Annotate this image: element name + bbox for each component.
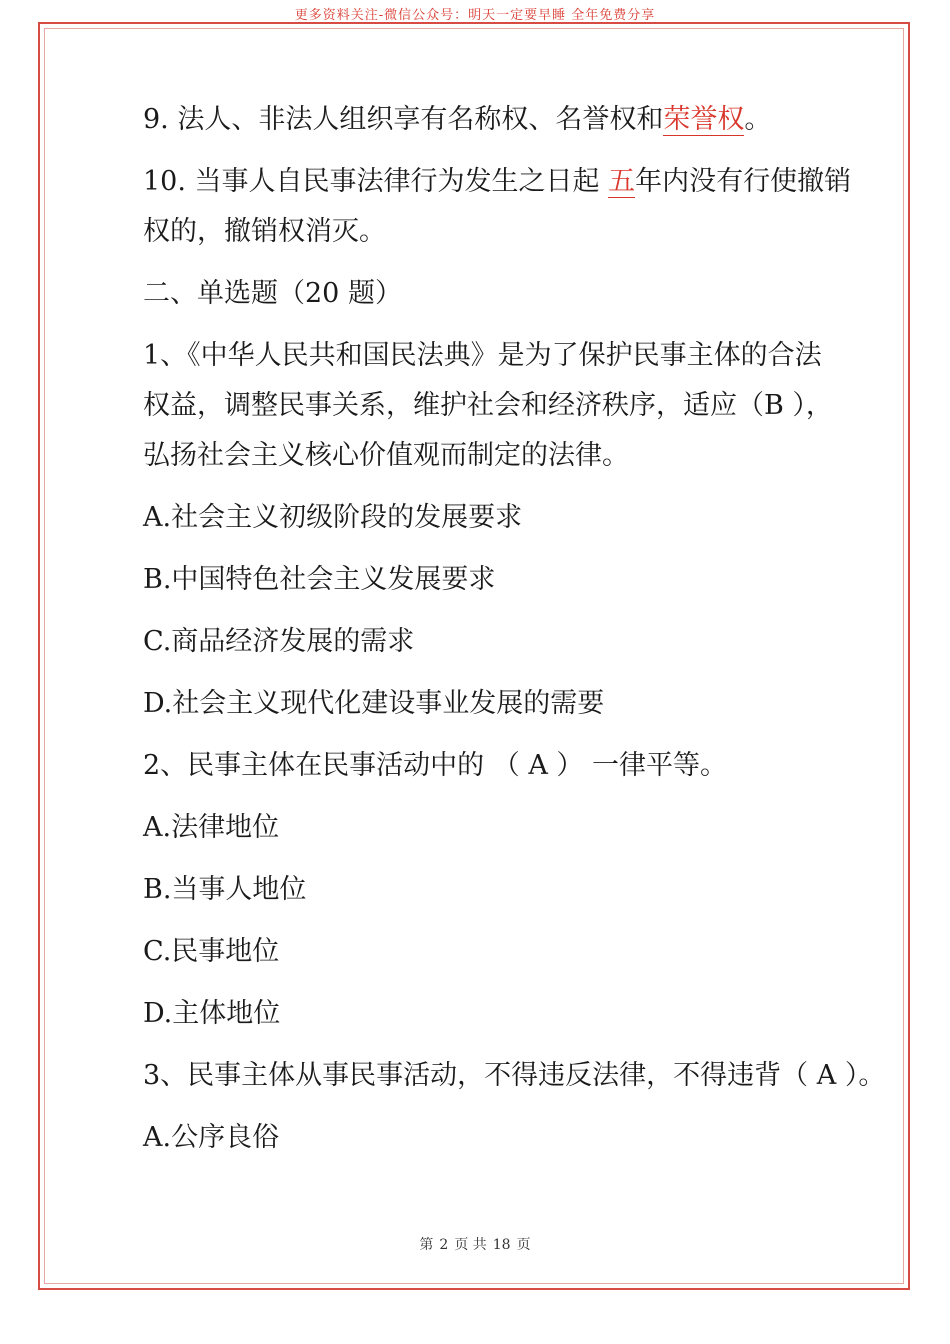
- mc-2-option-c: C.民事地位: [143, 936, 280, 967]
- question-10-rest: 年内没有行使撤销: [635, 166, 852, 197]
- mc-1-option-d: D.社会主义现代化建设事业发展的需要: [143, 688, 605, 719]
- mc-1-question-line-3: 弘扬社会主义核心价值观而制定的法律。: [143, 440, 629, 471]
- question-10-line-2: 权的，撤销权消灭。: [143, 216, 386, 247]
- document-body: [143, 95, 886, 1163]
- question-10: [143, 157, 852, 207]
- footer-prefix: 第: [419, 1237, 434, 1253]
- footer-middle: 页 共: [454, 1237, 487, 1253]
- question-9-answer: 荣誉权: [663, 104, 745, 135]
- footer-total-pages: 18: [492, 1237, 511, 1253]
- top-banner: 更多资料关注-微信公众号：明天一定要早睡 全年免费分享: [294, 8, 656, 23]
- question-10-answer: 五: [608, 166, 636, 197]
- mc-1-option-b: B.中国特色社会主义发展要求: [143, 564, 496, 595]
- mc-2-option-a: A.法律地位: [143, 812, 280, 843]
- question-9: [143, 95, 813, 145]
- question-9-text: 9. 法人、非法人组织享有名称权、名誉权和: [143, 104, 664, 135]
- question-9-end: 。: [744, 104, 772, 135]
- mc-1-question-line-1: 1、《中华人民共和国民法典》是为了保护民事主体的合法: [143, 340, 822, 371]
- section-title: 二、单选题（20 题）: [143, 278, 402, 309]
- question-10-text: 10. 当事人自民事法律行为发生之日起: [143, 166, 609, 197]
- mc-2-option-b: B.当事人地位: [143, 874, 307, 905]
- footer-suffix: 页: [516, 1237, 531, 1253]
- mc-3-question: 3、民事主体从事民事活动，不得违反法律，不得违背（ A ）。: [143, 1060, 886, 1091]
- mc-1-option-c: C.商品经济发展的需求: [143, 626, 415, 657]
- mc-2-question: 2、民事主体在民事活动中的 （ A ） 一律平等。: [143, 750, 728, 781]
- mc-1-option-a: A.社会主义初级阶段的发展要求: [143, 502, 523, 533]
- page-footer: [0, 1234, 950, 1254]
- footer-page-number: 2: [439, 1237, 449, 1253]
- mc-3-option-a: A.公序良俗: [143, 1122, 280, 1153]
- mc-2-option-d: D.主体地位: [143, 998, 281, 1029]
- mc-1-question-line-2: 权益，调整民事关系，维护社会和经济秩序，适应（B ），: [143, 390, 833, 421]
